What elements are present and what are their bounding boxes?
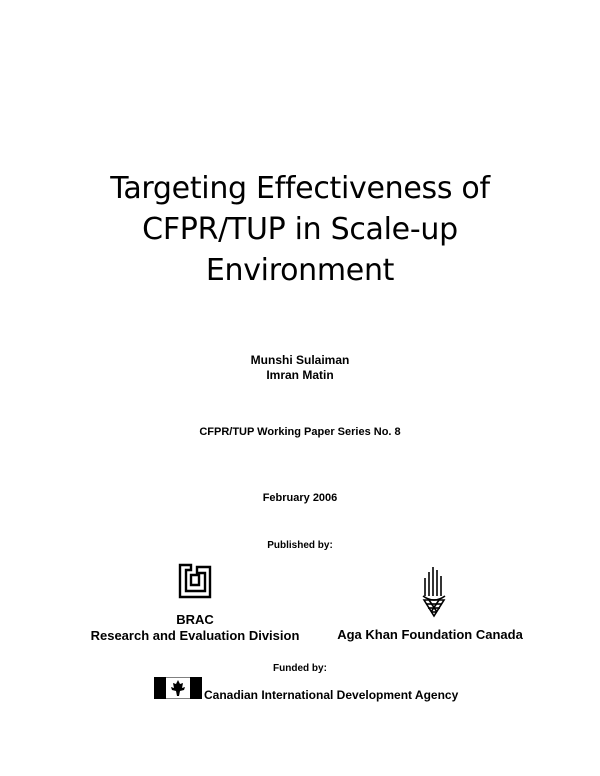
- brac-division: Research and Evaluation Division: [90, 628, 300, 643]
- title-line-3: Environment: [205, 253, 395, 288]
- funded-by-label: Funded by:: [273, 663, 327, 674]
- aga-khan-foundation-logo-icon: [420, 564, 448, 618]
- cida-name: Canadian International Development Agency: [204, 688, 459, 702]
- published-by-label: Published by:: [267, 540, 333, 551]
- authors: [0, 353, 600, 383]
- series-label: CFPR/TUP Working Paper Series No. 8: [199, 426, 401, 438]
- title-line-2: CFPR/TUP in Scale-up: [142, 212, 458, 247]
- canada-flag-icon: [154, 677, 202, 699]
- publication-date: February 2006: [262, 492, 338, 504]
- author-1: Munshi Sulaiman: [250, 353, 350, 367]
- document-title: [0, 168, 600, 291]
- akf-publisher: Aga Khan Foundation Canada: [337, 627, 523, 642]
- author-2: Imran Matin: [266, 368, 334, 382]
- brac-publisher: [80, 612, 310, 644]
- brac-name: BRAC: [176, 612, 214, 627]
- brac-logo-icon: [177, 563, 213, 599]
- title-line-1: Targeting Effectiveness of: [110, 171, 490, 206]
